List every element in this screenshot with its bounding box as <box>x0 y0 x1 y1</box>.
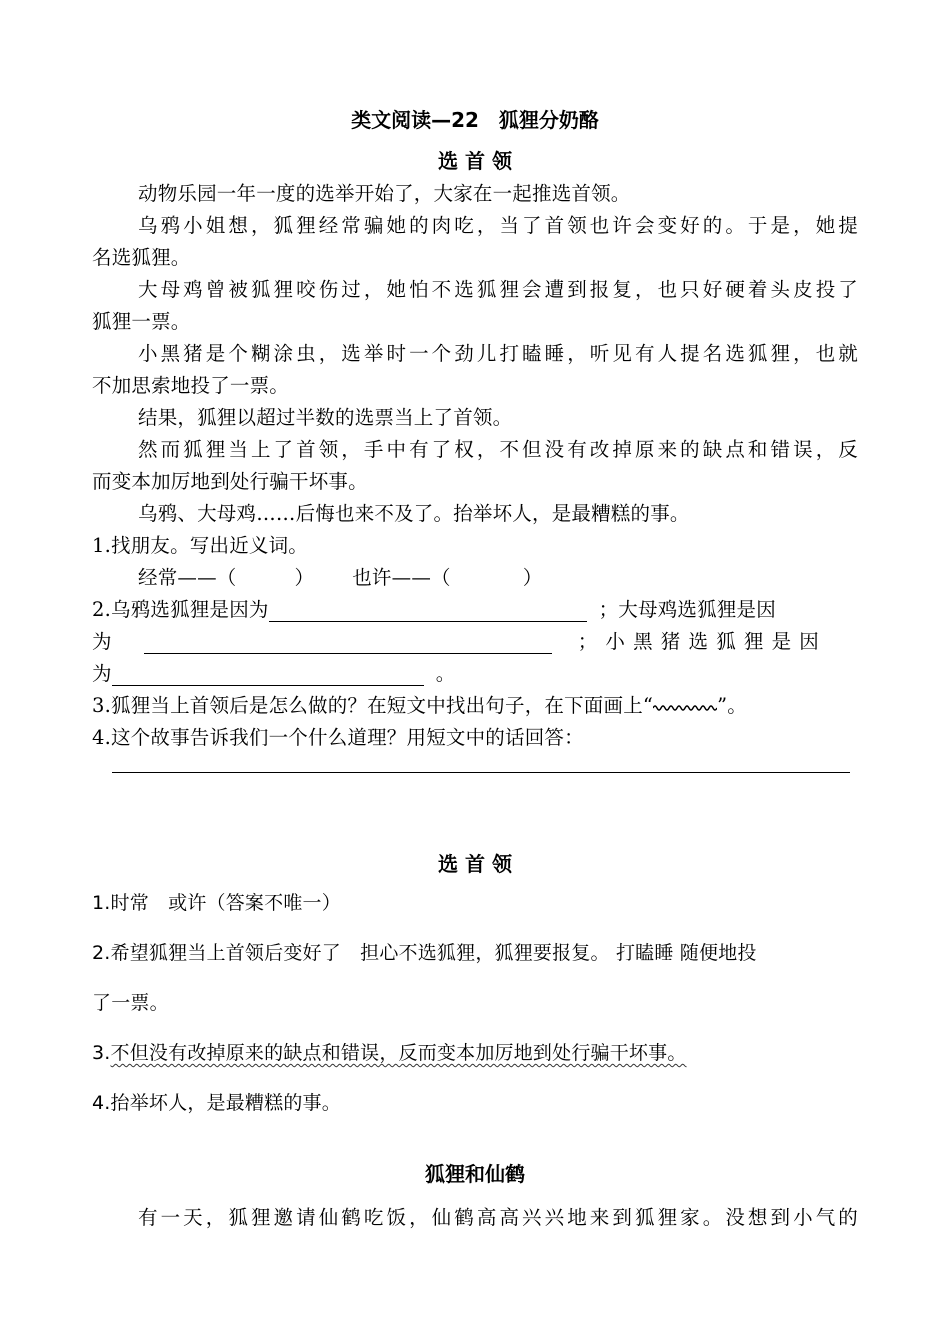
answer-3 <box>92 1038 858 1065</box>
q1-word-2: 也许——（ <box>352 566 451 589</box>
q2-part-f: 。 <box>435 662 456 685</box>
q1-word-1: 经常——（ <box>138 566 237 589</box>
story-paragraph-5: 结果，狐狸以超过半数的选票当上了首领。 <box>138 406 513 429</box>
question-2-line-1 <box>92 594 858 622</box>
question-2-line-3 <box>92 658 858 686</box>
q2-part-b: ；大母鸡选狐狸是因 <box>598 598 776 621</box>
answer-3-text: 不但没有改掉原来的缺点和错误，反而变本加厉地到处行骗干坏事。 <box>110 1042 687 1064</box>
q4-answer-line[interactable] <box>112 772 850 773</box>
wavy-underline-sample-icon <box>653 702 717 712</box>
story-paragraph-7: 乌鸦、大母鸡……后悔也来不及了。抬举坏人，是最糟糕的事。 <box>138 502 690 525</box>
q2-blank-1[interactable] <box>269 599 587 622</box>
question-1-blanks <box>92 562 858 590</box>
q3-part-a: 3.狐狸当上首领后是怎么做的？在短文中找出句子，在下面画上“ <box>92 694 654 717</box>
next-story-paragraph-1: 有一天，狐狸邀请仙鹤吃饭，仙鹤高高兴兴地来到狐狸家。没想到小气的 <box>138 1206 858 1229</box>
story-paragraph-4-line-1: 小黑猪是个糊涂虫，选举时一个劲儿打瞌睡，听见有人提名选狐狸，也就 <box>138 342 858 365</box>
section-title: 选 首 领 <box>438 149 512 173</box>
next-story-title: 狐狸和仙鹤 <box>425 1162 525 1186</box>
question-1: 1.找朋友。写出近义词。 <box>92 534 309 557</box>
story-paragraph-3-line-2: 狐狸一票。 <box>92 310 191 333</box>
story-paragraph-2-line-1: 乌鸦小姐想，狐狸经常骗她的肉吃，当了首领也许会变好的。于是，她提 <box>138 214 858 237</box>
story-paragraph-3-line-1: 大母鸡曾被狐狸咬伤过，她怕不选狐狸会遭到报复，也只好硬着头皮投了 <box>138 278 858 301</box>
q2-part-a: 2.乌鸦选狐狸是因为 <box>92 598 269 621</box>
q2-blank-3[interactable] <box>112 663 424 686</box>
answer-1: 1.时常 或许（答案不唯一） <box>92 892 341 914</box>
story-paragraph-2-line-2: 名选狐狸。 <box>92 246 191 269</box>
question-2-line-2 <box>92 626 858 654</box>
story-paragraph-6-line-1: 然而狐狸当上了首领，手中有了权，不但没有改掉原来的缺点和错误，反 <box>138 438 858 461</box>
q2-blank-2[interactable] <box>144 631 552 654</box>
q3-part-b: ”。 <box>717 694 747 717</box>
q2-part-c: 为 <box>92 630 112 653</box>
document-title: 类文阅读—22 狐狸分奶酪 <box>351 108 599 132</box>
answer-3-number: 3. <box>92 1042 111 1064</box>
q1-close-paren-1: ） <box>294 566 315 589</box>
answers-title: 选 首 领 <box>438 852 512 876</box>
q2-part-e: 为 <box>92 662 112 685</box>
question-4: 4.这个故事告诉我们一个什么道理？用短文中的话回答： <box>92 726 584 749</box>
question-3 <box>92 690 858 718</box>
q2-part-d: ；小黑猪选狐狸是因 <box>577 630 828 653</box>
answer-4: 4.抬举坏人，是最糟糕的事。 <box>92 1092 341 1114</box>
answer-2-line-2: 了一票。 <box>92 992 169 1014</box>
story-paragraph-4-line-2: 不加思索地投了一票。 <box>92 374 290 397</box>
story-paragraph-6-line-2: 而变本加厉地到处行骗干坏事。 <box>92 470 368 493</box>
answer-2-line-1: 2.希望狐狸当上首领后变好了 担心不选狐狸，狐狸要报复。 打瞌睡 随便地投 <box>92 942 757 964</box>
story-paragraph-1: 动物乐园一年一度的选举开始了，大家在一起推选首领。 <box>138 182 631 205</box>
q1-close-paren-2: ） <box>522 566 543 589</box>
